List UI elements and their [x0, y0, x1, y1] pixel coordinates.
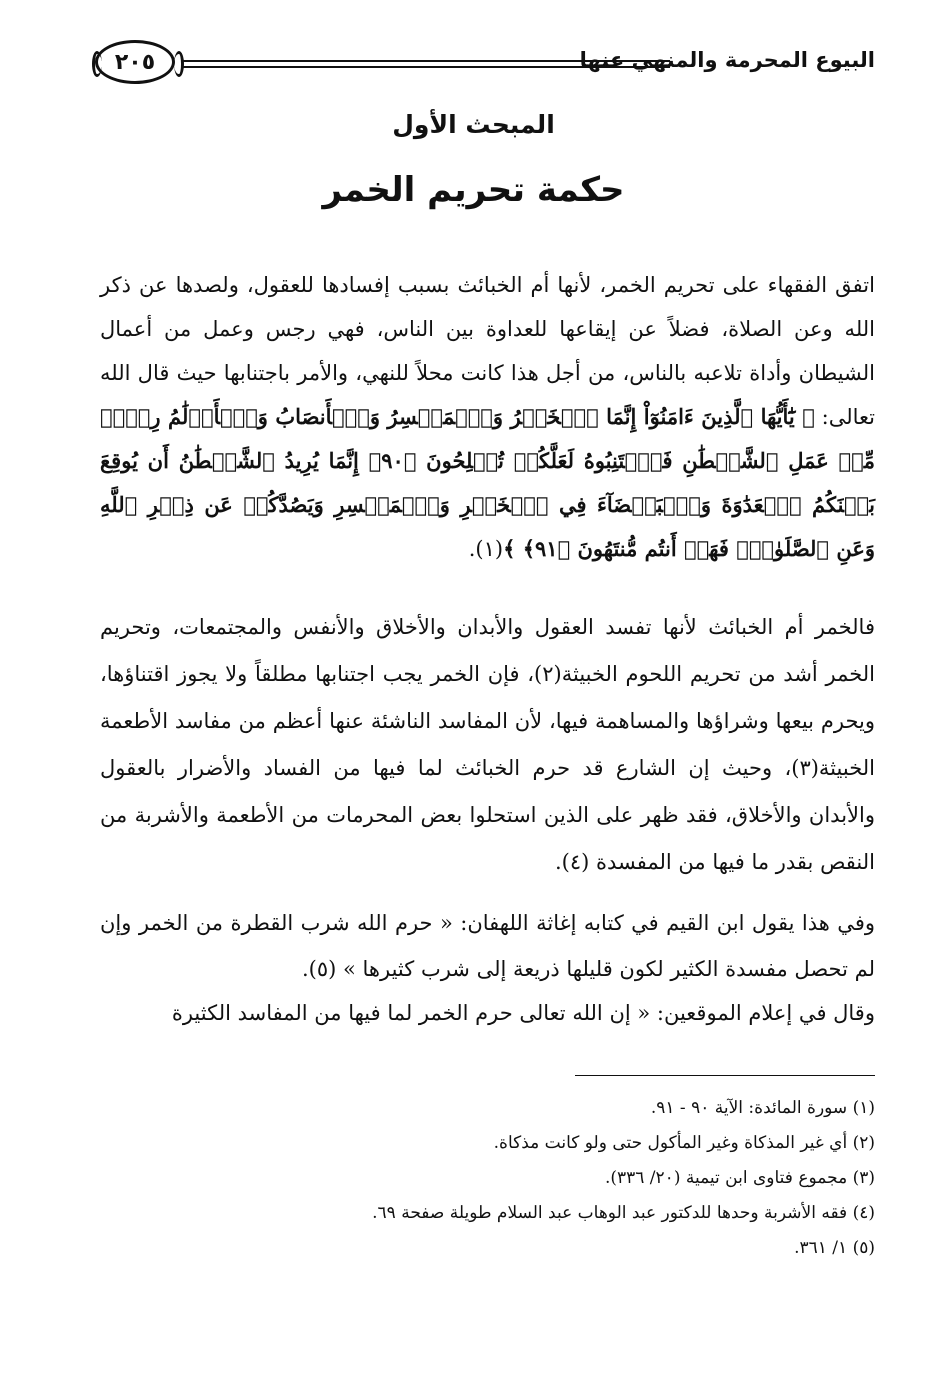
page-number-badge: [95, 40, 175, 84]
section-label: المبحث الأول: [392, 110, 555, 139]
section-title: حكمة تحريم الخمر: [322, 170, 625, 210]
badge-right-ornament: [174, 51, 184, 77]
paragraph-4: وقال في إعلام الموقعين: « إن الله تعالى حرم الخمر لما فيها من المفاسد الكثيرة: [171, 1001, 875, 1025]
badge-left-ornament: [92, 51, 102, 77]
quran-verse: ﴿ يَٰٓأَيُّهَا ٱلَّذِينَ ءَامَنُوٓاْ إِنَّمَا ٱلۡخَمۡرُ وَٱلۡمَيۡسِرُ وَٱلۡأَنصَابُ وَٱلۡأَزۡلَٰمُ رِجۡسٞ مِّنۡ عَمَلِ ٱلشَّيۡطَٰنِ فَٱجۡتَنِبُوهُ لَعَلَّكُمۡ تُفۡلِحُونَ ﴿٩٠﴾ إِنَّمَا يُرِيدُ ٱلشَّيۡطَٰنُ أَن يُوقِعَ بَيۡنَكُمُ ٱلۡعَدَٰوَةَ وَٱلۡبَغۡضَآءَ فِي ٱلۡخَمۡرِ وَٱلۡمَيۡسِرِ وَيَصُدَّكُمۡ عَن ذِكۡرِ ٱللَّهِ وَعَنِ ٱلصَّلَوٰةِۖ فَهَلۡ أَنتُم مُّنتَهُونَ ﴿٩١﴾ ﴾: [100, 404, 875, 561]
paragraph-2: فالخمر أم الخبائث لأنها تفسد العقول والأبدان والأخلاق والأنفس والمجتمعات، وتحريم الخمر أشد من تحريم اللحوم الخبيثة(٢)، فإن الخمر يجب اجتنابها مطلقاً ولا يجوز اقتناؤها، ويحرم بيعها وشراؤها والمساهمة فيها، لأن المفاسد الناشئة عنها أعظم من مفاسد الأطعمة الخبيثة(٣)، وحيث إن الشارع قد حرم الخبائث لما فيها من الفساد والأضرار بالعقول والأبدان والأخلاق، فقد ظهر على الذين استحلوا بعض المحرمات من الأطعمة والأشربة من النقص بقدر ما فيها من المفسدة (٤).: [100, 615, 875, 874]
footnote-3: (٣) مجموع فتاوى ابن تيمية (٢٠/ ٣٣٦).: [604, 1168, 875, 1188]
paragraph-1: [100, 263, 875, 571]
footnote-5: (٥) ١/ ٣٦١.: [794, 1238, 875, 1258]
page-number: ٢٠٥: [114, 49, 156, 75]
book-title: البيوع المحرمة والمنهي عنها: [579, 48, 875, 72]
paragraph-3: وفي هذا يقول ابن القيم في كتابه إغاثة اللهفان: « حرم الله شرب القطرة من الخمر وإن لم تحصل مفسدة الكثير لكون قليلها ذريعة إلى شرب كثيرها » (٥).: [100, 911, 875, 981]
footnote-2: (٢) أي غير المذكاة وغير المأكول حتى ولو كانت مذكاة.: [493, 1133, 875, 1153]
footnotes: [100, 1097, 875, 1272]
footnote-separator: [575, 1075, 875, 1076]
footnote-ref-1: (١).: [468, 537, 504, 561]
running-header: [95, 40, 875, 86]
footnote-4: (٤) فقه الأشربة وحدها للدكتور عبد الوهاب عبد السلام طويلة صفحة ٦٩.: [372, 1203, 875, 1223]
footnote-1: (١) سورة المائدة: الآية ٩٠ - ٩١.: [650, 1098, 875, 1118]
paragraph-1-text: اتفق الفقهاء على تحريم الخمر، لأنها أم الخبائث بسبب إفسادها للعقول، ولصدها عن ذكر الله وعن الصلاة، فضلاً عن إيقاعها للعداوة بين الناس، فهي رجس وعمل من أعمال الشيطان وأداة تلاعبه بالناس، من أجل هذا كانت محلاً للنهي، والأمر باجتنابها حيث قال الله تعالى:: [100, 273, 875, 429]
